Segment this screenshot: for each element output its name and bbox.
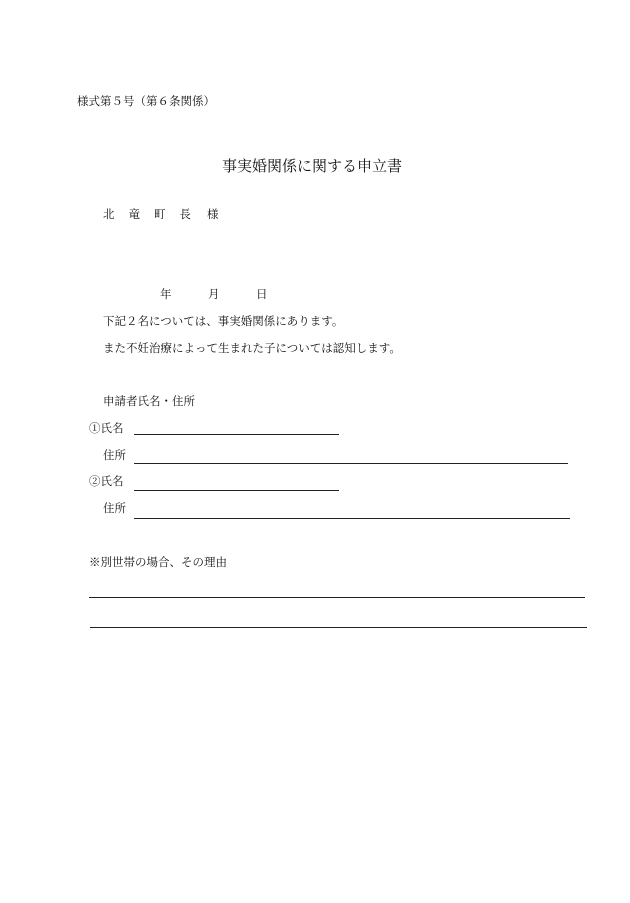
statement-line-2: また不妊治療によって生まれた子については認知します。 [103,341,401,355]
applicant-1-name-label: ①氏名 [89,421,124,435]
reason-line-1[interactable] [89,597,585,598]
date-year-label: 年 [160,287,172,301]
applicant-2-name-label: ②氏名 [89,474,124,488]
applicant-2-name-line[interactable] [134,490,339,491]
form-number: 様式第５号（第６条関係） [77,94,215,108]
applicant-1-name-line[interactable] [134,434,339,435]
statement-line-1: 下記２名については、事実婚関係にあります。 [103,314,344,328]
applicant-2-address-line[interactable] [134,518,570,519]
applicants-heading: 申請者氏名・住所 [103,394,195,408]
date-month-label: 月 [208,287,220,301]
document-title: 事実婚関係に関する申立書 [222,157,403,175]
date-day-label: 日 [256,287,268,301]
applicant-1-address-line[interactable] [134,463,568,464]
addressee-name: 北竜町長 [103,207,205,221]
separate-household-label: ※別世帯の場合、その理由 [89,555,227,569]
applicant-2-address-label: 住所 [103,501,126,515]
reason-line-2[interactable] [90,627,587,628]
addressee-honorific: 様 [207,207,219,221]
applicant-1-address-label: 住所 [103,448,126,462]
